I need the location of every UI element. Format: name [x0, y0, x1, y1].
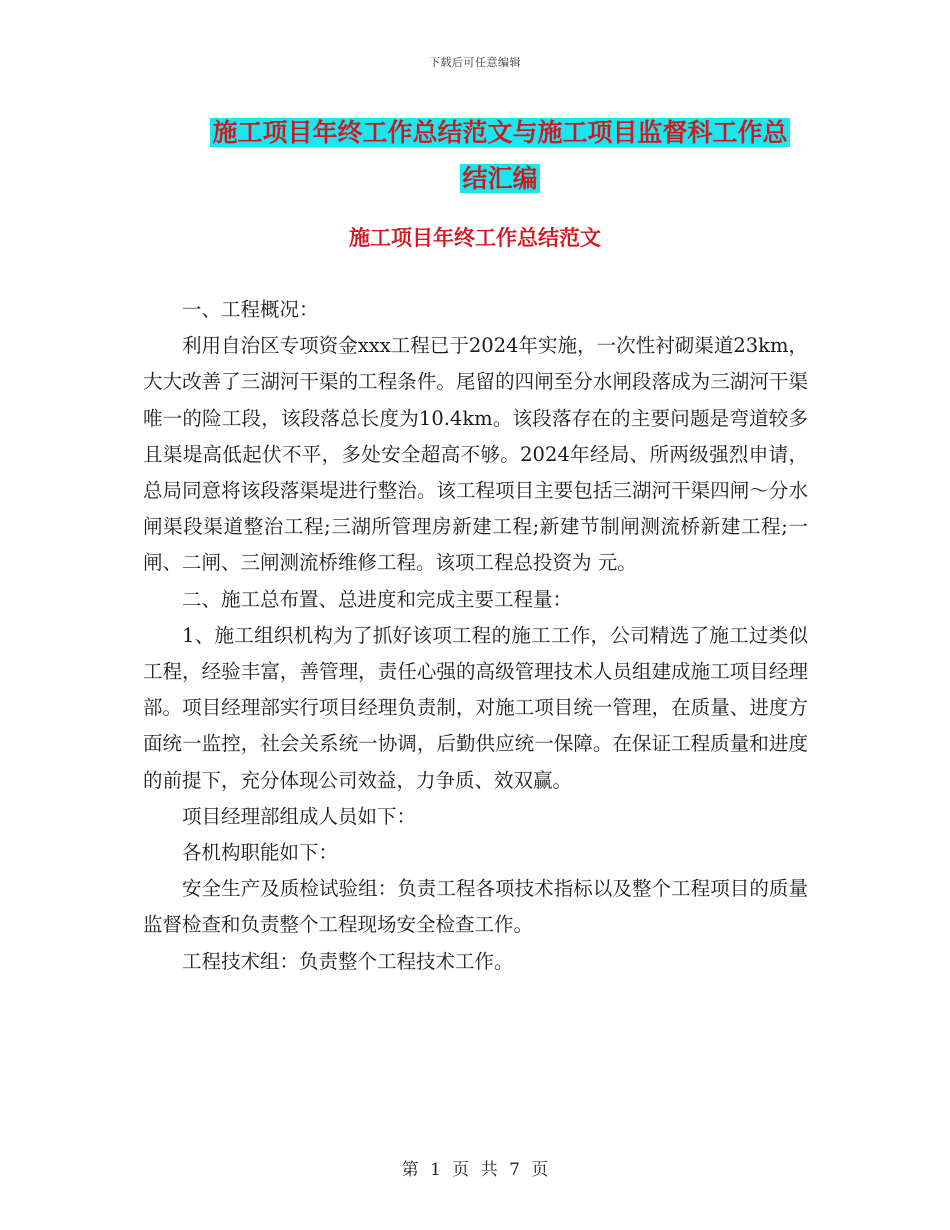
paragraph: 利用自治区专项资金xxx工程已于2024年实施，一次性衬砌渠道23km，大大改善了三湖河干渠的工程条件。尾留的四闸至分水闸段落成为三湖河干渠唯一的险工段，该段落总长度为10.4km。该段落存在的主要问题是弯道较多且渠堤高低起伏不平，多处安全超高不够。2024年经局、所两级强烈申请，总局同意将该段落渠堤进行整治。该工程项目主要包括三湖河干渠四闸～分水闸渠段渠道整治工程;三湖所管理房新建工程;新建节制闸测流桥新建工程;一闸、二闸、三闸测流桥维修工程。该项工程总投资为 元。: [143, 334, 808, 575]
paragraph: 各机构职能如下：: [182, 841, 339, 865]
paragraph: 安全生产及质检试验组：负责工程各项技术指标以及整个工程项目的质量监督检查和负责整个工程现场安全检查工作。: [143, 877, 808, 937]
header-note: 下载后可任意编辑: [429, 56, 521, 69]
paragraph: 项目经理部组成人员如下：: [182, 804, 417, 828]
document-title-line-1: 施工项目年终工作总结范文与施工项目监督科工作总: [212, 118, 788, 147]
document-title: [150, 110, 850, 202]
paragraph: 1、施工组织机构为了抓好该项工程的施工工作，公司精选了施工过类似工程，经验丰富，善管理，责任心强的高级管理技术人员组建成施工项目经理部。项目经理部实行项目经理负责制，对施工项目统一管理，在质量、进度方面统一监控，社会关系统一协调，后勤供应统一保障。在保证工程质量和进度的前提下，充分体现公司效益，力争质、效双赢。: [143, 623, 808, 792]
document-body: [143, 292, 808, 980]
paragraph: 二、施工总布置、总进度和完成主要工程量：: [182, 587, 573, 611]
paragraph: 一、工程概况：: [182, 298, 319, 321]
paragraph: 工程技术组：负责整个工程技术工作。: [182, 949, 514, 973]
page-number: 第 1 页 共 7 页: [401, 1160, 549, 1180]
document-title-line-2: 结汇编: [462, 164, 538, 193]
section-title: 施工项目年终工作总结范文: [349, 226, 601, 250]
